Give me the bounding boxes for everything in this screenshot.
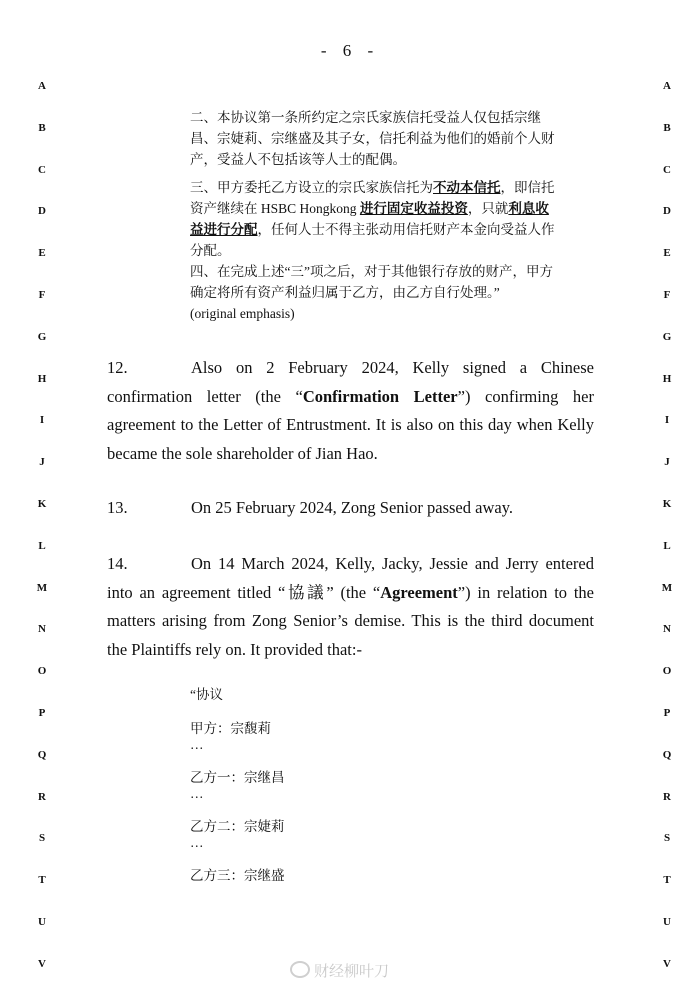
margin-letter-d: D (663, 205, 671, 218)
margin-letter-u: U (663, 916, 671, 928)
margin-letter-k: K (37, 498, 47, 510)
paragraph-14 (107, 550, 594, 664)
paragraph-12-number: 12. (107, 358, 128, 377)
agreement-party-b2: 乙方二：宗婕莉 (190, 819, 285, 834)
margin-letter-a: A (663, 80, 671, 92)
margin-letter-c: C (38, 163, 46, 176)
quote-para-2-text: 二、本协议第一条所约定之宗氏家族信托受益人仅包括宗继昌、宗婕莉、宗继盛及其子女，信托利益为他们的婚前个人财产，受益人不包括该等人士的配偶。 (190, 110, 555, 167)
defined-term-confirmation-letter: Confirmation Letter (302, 386, 458, 406)
margin-letter-i: I (664, 414, 670, 427)
right-margin-letters (657, 0, 677, 990)
margin-letter-d: D (38, 205, 46, 218)
margin-letter-g: G (662, 330, 672, 343)
emphasis-interest-distribution: 利息收益进行分配 (190, 201, 549, 237)
paragraph-12-text-a: Also on 2 February 2024, Kelly signed a Chinese confirmation letter (the “ (107, 358, 594, 406)
margin-letter-a: A (38, 80, 46, 92)
quote-para-4 (190, 261, 562, 324)
agreement-ellipsis: … (190, 737, 204, 752)
margin-letter-i: I (39, 414, 45, 427)
margin-letter-g: G (37, 330, 47, 343)
agreement-ellipsis: … (190, 835, 204, 850)
margin-letter-v: V (663, 957, 671, 970)
margin-letter-s: S (38, 832, 46, 845)
margin-letter-h: H (37, 372, 47, 385)
quote-para-4-text: 四、在完成上述“三”项之后，对于其他银行存放的财产，甲方确定将所有资产利益归属于乙方，由乙方自行处理。” (190, 264, 553, 300)
margin-letter-f: F (663, 289, 671, 301)
margin-letter-n: N (663, 623, 671, 636)
margin-letter-q: Q (662, 748, 672, 761)
quote-para-3 (190, 177, 562, 261)
emphasis-no-principal-trust: 不动本信托 (433, 180, 501, 195)
margin-letter-r: R (663, 790, 671, 803)
margin-letter-p: P (38, 707, 46, 719)
margin-letter-l: L (663, 539, 671, 552)
weibo-icon (290, 961, 310, 978)
margin-letter-m: M (661, 581, 673, 594)
margin-letter-o: O (37, 665, 47, 678)
margin-letter-e: E (663, 247, 671, 260)
agreement-title: “协议 (190, 687, 223, 702)
paragraph-13-number: 13. (107, 498, 128, 517)
margin-letter-r: R (38, 790, 46, 803)
paragraph-14-text-a: On 14 March 2024, Kelly, Jacky, Jessie and Jerry entered into an agreement titled “協議” (the “ (107, 554, 594, 602)
quote-para-3-text-b: ，即信托资产继续在 HSBC Hongkong (190, 180, 555, 216)
margin-letter-j: J (664, 456, 670, 469)
margin-letter-p: P (663, 707, 671, 719)
paragraph-12 (107, 354, 594, 468)
left-margin-letters (32, 0, 52, 990)
margin-letter-s: S (663, 832, 671, 845)
margin-letter-o: O (662, 665, 672, 678)
margin-letter-e: E (38, 247, 46, 260)
margin-letter-b: B (663, 121, 671, 134)
agreement-party-b3: 乙方三：宗继盛 (190, 868, 285, 883)
paragraph-14-text-b: ”) in relation to the matters arising from Zong Senior’s demise. This is the third document the Plaintiffs rely on. It provided that:- (107, 582, 594, 659)
margin-letter-t: T (38, 874, 46, 887)
paragraph-14-number: 14. (107, 554, 128, 573)
margin-letter-b: B (38, 121, 46, 134)
quote-para-3-text-c: ，只就 (467, 201, 509, 216)
paragraph-13 (107, 494, 594, 523)
emphasis-fixed-income-investment: 进行固定收益投资 (359, 201, 468, 216)
agreement-ellipsis: … (190, 786, 204, 801)
margin-letter-h: H (662, 372, 672, 385)
defined-term-agreement: Agreement (380, 582, 458, 602)
margin-letter-f: F (38, 289, 46, 301)
quote-para-3-text-d: ，任何人士不得主张动用信托财产本金向受益人作分配。 (190, 222, 555, 258)
page-number: - 6 - (320, 41, 380, 60)
margin-letter-k: K (662, 498, 672, 510)
watermark (290, 960, 389, 981)
watermark-text: 财经柳叶刀 (314, 962, 390, 980)
quote-para-3-text-a: 三、甲方委托乙方设立的宗氏家族信托为 (190, 180, 433, 195)
margin-letter-q: Q (37, 748, 47, 761)
margin-letter-c: C (663, 163, 671, 176)
agreement-party-a: 甲方：宗馥莉 (190, 721, 271, 736)
margin-letter-m: M (36, 581, 48, 594)
margin-letter-n: N (38, 623, 46, 636)
margin-letter-j: J (39, 456, 45, 469)
quote-para-2 (190, 107, 562, 170)
margin-letter-t: T (663, 874, 671, 887)
margin-letter-u: U (38, 916, 46, 928)
paragraph-12-text-b: ”) confirming her agreement to the Letter of Entrustment. It is also on this day when Kelly became the sole shareholder of Jian Hao. (107, 386, 595, 463)
margin-letter-v: V (38, 957, 46, 970)
original-emphasis-note: (original emphasis) (190, 306, 295, 321)
agreement-party-b1: 乙方一：宗继昌 (190, 770, 285, 785)
margin-letter-l: L (38, 539, 46, 552)
paragraph-13-text: On 25 February 2024, Zong Senior passed away. (191, 498, 513, 517)
